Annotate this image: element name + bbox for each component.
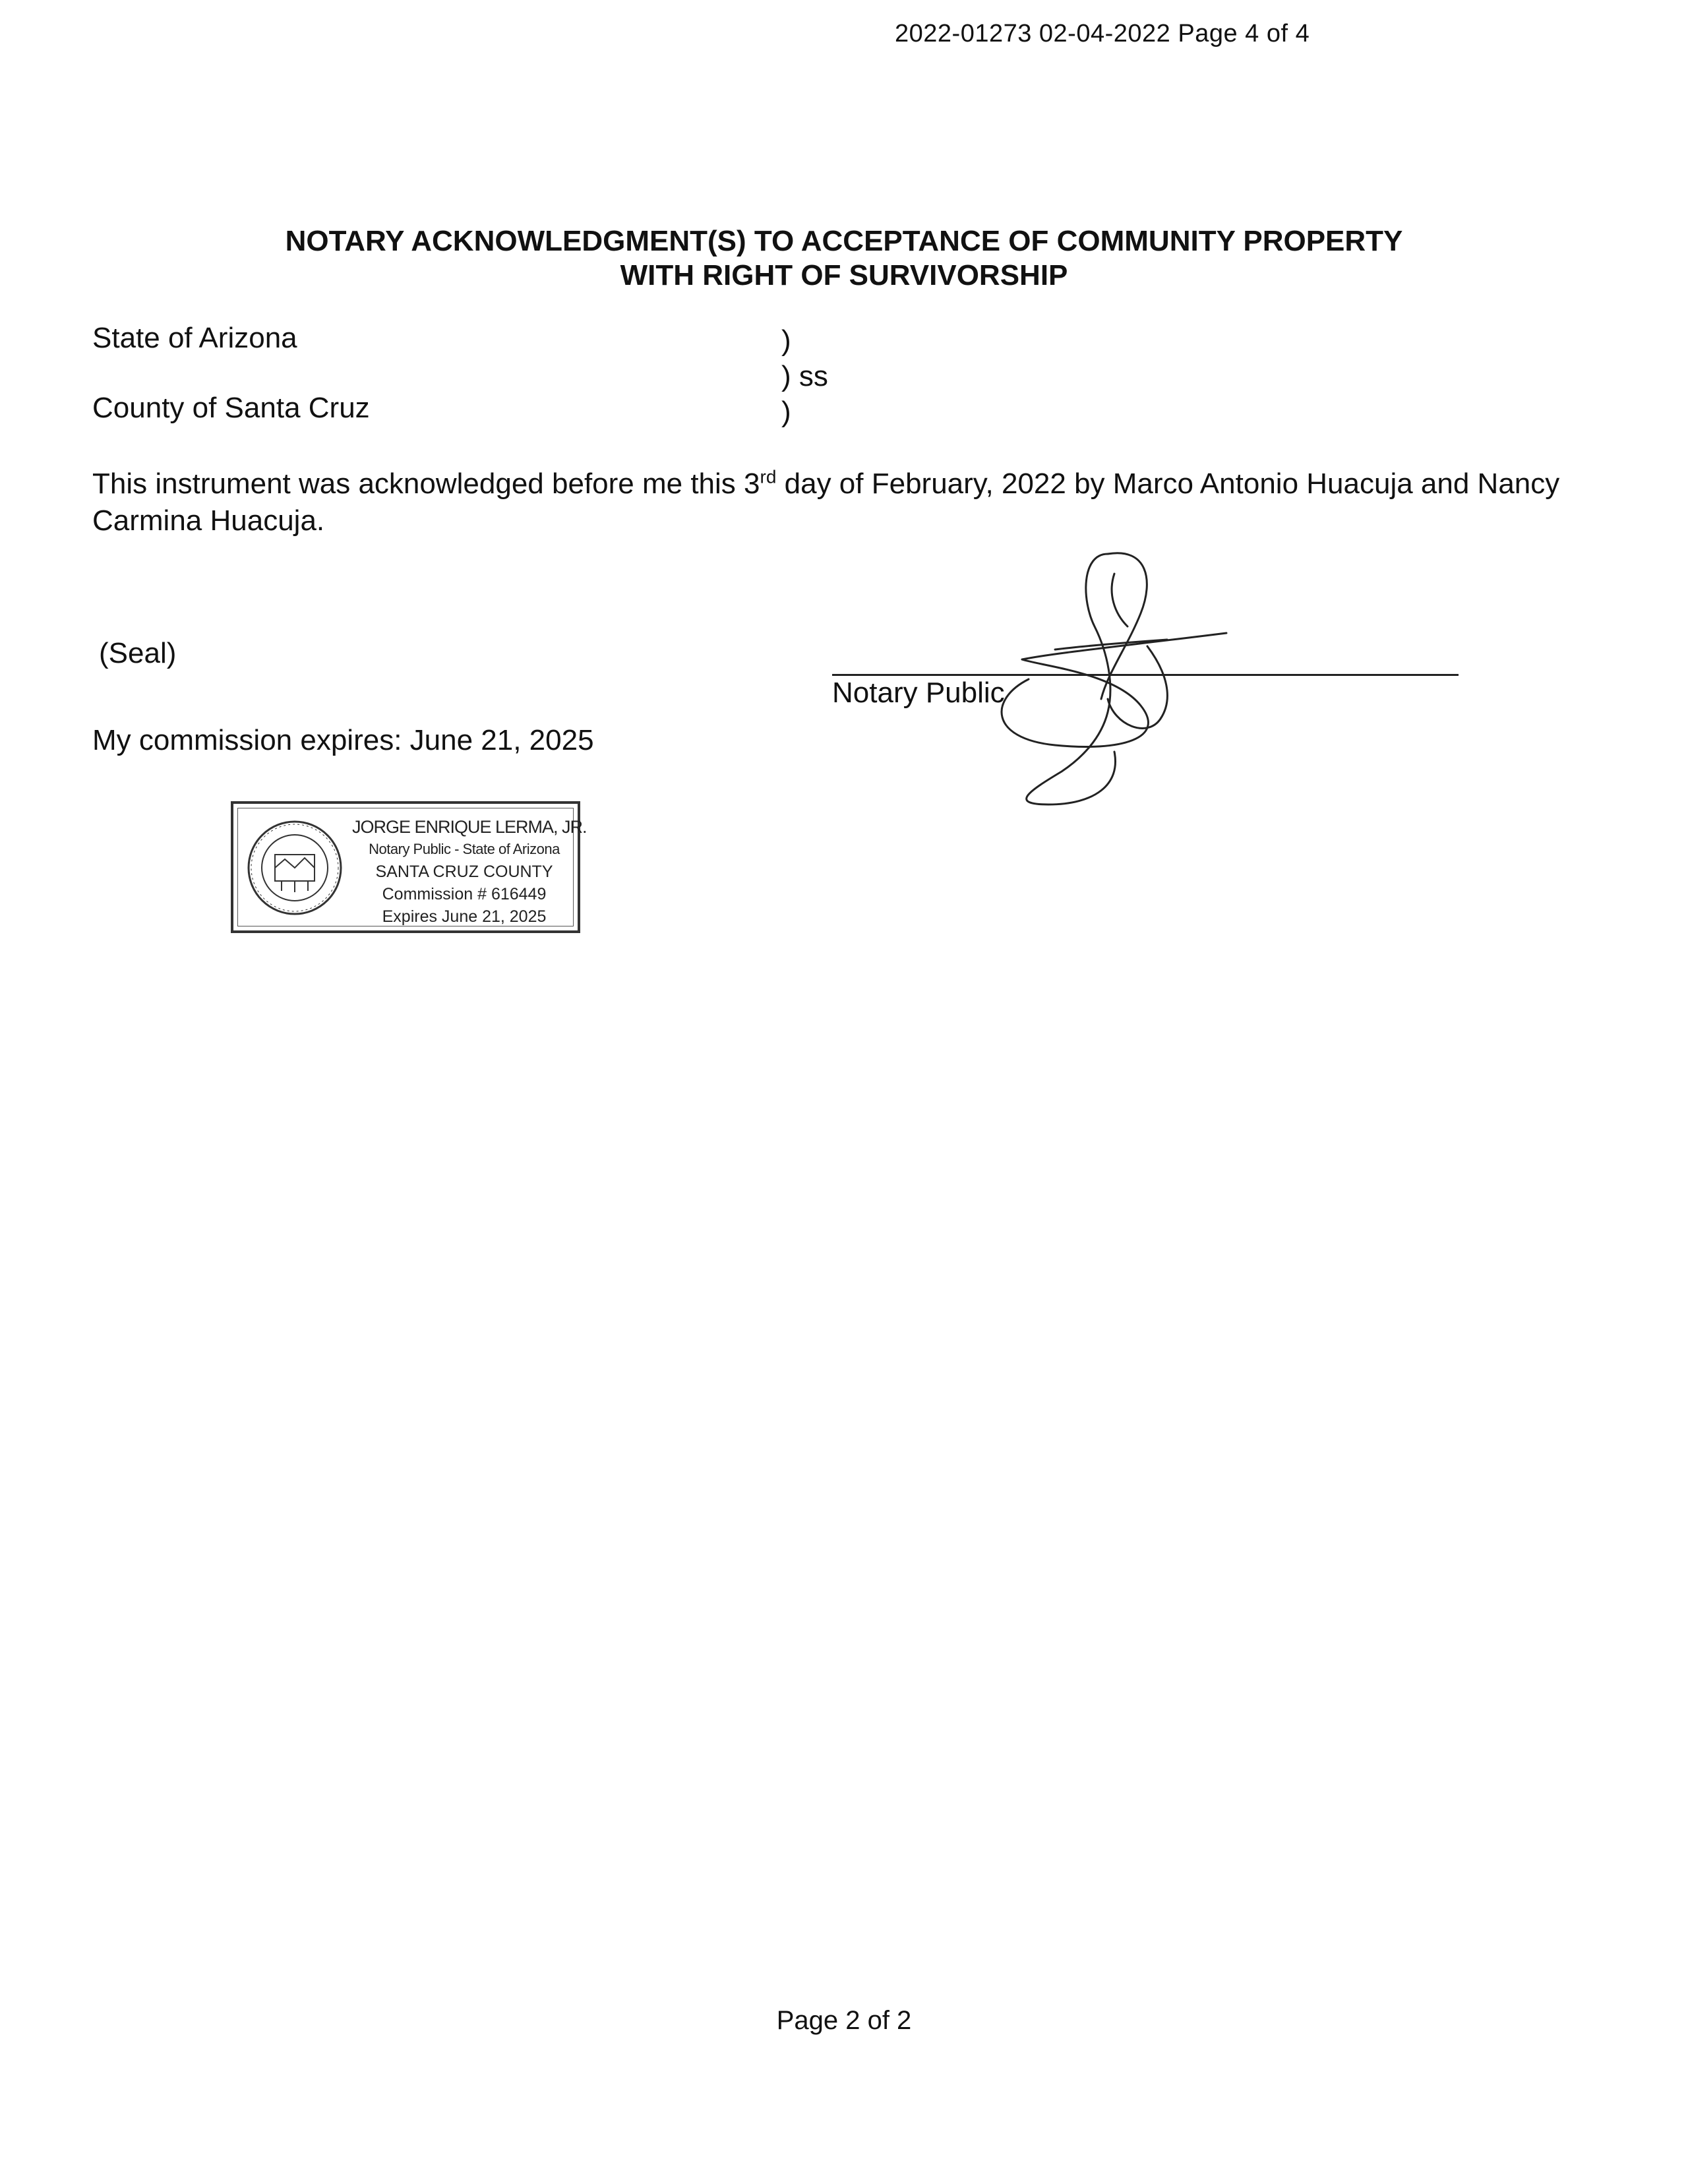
document-title-line-1: NOTARY ACKNOWLEDGMENT(S) TO ACCEPTANCE OF COMMUNITY PROPERTY [285, 225, 1403, 257]
notary-stamp [231, 801, 587, 933]
stamp-expiration: Expires June 21, 2025 [382, 907, 547, 926]
stamp-commission-number: Commission # 616449 [382, 885, 547, 903]
commission-expiration: My commission expires: June 21, 2025 [92, 724, 594, 756]
ordinal-suffix: rd [760, 466, 777, 487]
stamp-notary-name: JORGE ENRIQUE LERMA, JR. [352, 817, 587, 837]
seal-label: (Seal) [99, 637, 177, 669]
venue-paren-bottom: ) [781, 396, 791, 428]
acknowledgment-paragraph [92, 466, 1609, 539]
arizona-state-seal-icon [245, 818, 344, 917]
stamp-county: SANTA CRUZ COUNTY [375, 863, 553, 881]
acknowledgment-text-before: This instrument was acknowledged before me this 3 [92, 468, 760, 500]
page-footer: Page 2 of 2 [776, 2006, 912, 2035]
acknowledgment-text-after: day of February, 2022 by Marco Antonio Huacuja and Nancy Carmina Huacuja. [92, 468, 1560, 537]
notary-signature-graphic [950, 541, 1253, 818]
venue-paren-top: ) [781, 324, 791, 357]
notary-public-label: Notary Public [832, 677, 1005, 709]
recording-header: 2022-01273 02-04-2022 Page 4 of 4 [895, 20, 1310, 47]
stamp-text-block [352, 816, 587, 928]
document-title-line-2: WITH RIGHT OF SURVIVORSHIP [620, 259, 1068, 291]
venue-county: County of Santa Cruz [92, 392, 370, 424]
venue-paren-ss: ) ss [781, 360, 828, 392]
stamp-notary-title: Notary Public - State of Arizona [369, 841, 560, 857]
venue-state: State of Arizona [92, 322, 297, 354]
